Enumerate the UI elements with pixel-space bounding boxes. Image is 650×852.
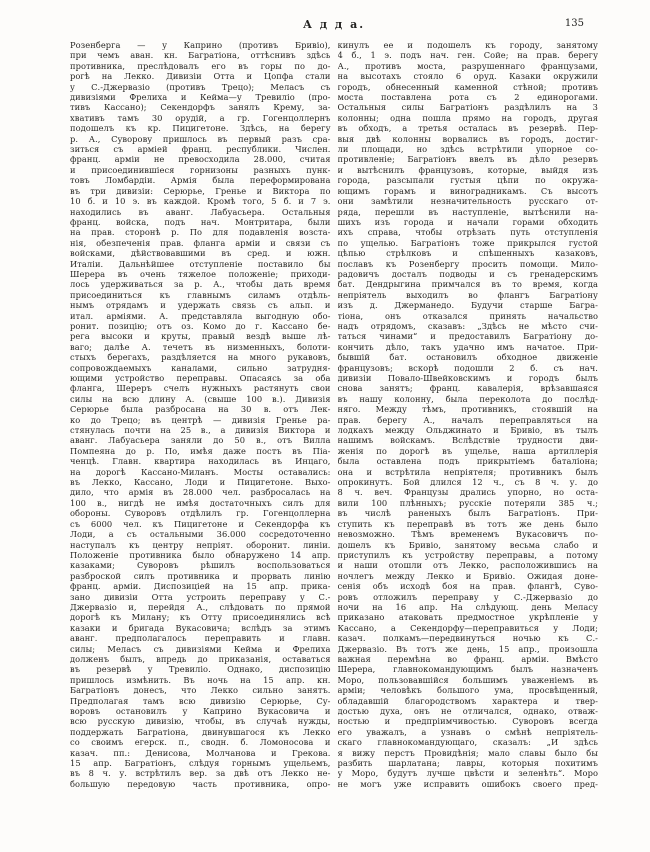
text-line: стянулась почти на 25 в., а дивизія Виктора и <box>70 425 331 436</box>
text-line: Италіи. Дальнѣйшее отступленіе поставило бы <box>70 258 331 269</box>
text-line: присоединиться къ главнымъ силамъ отдѣль- <box>70 289 331 300</box>
text-line: арміи; человѣкъ большого ума, просвѣщенный, <box>337 685 598 696</box>
text-line: была оставлена подъ прикрытіемъ баталіона; <box>337 456 598 467</box>
text-line: р. А., Суворову пришлось въ первый разъ сра- <box>70 133 331 144</box>
text-line: казаки и бригада Вукасовича; вслѣдъ за этимъ <box>70 622 331 633</box>
text-line: Остальныя силы Багратіонъ раздѣлилъ на 3 <box>337 102 598 113</box>
text-line: приступилъ къ устройству переправы, а потому <box>337 549 598 560</box>
text-line: зано дивизіи Отта устроить переправу у С.- <box>70 591 331 602</box>
text-line: аванг. предполагалось переправить и главн. <box>70 633 331 644</box>
text-line: противника, преслѣдовалъ его въ горы по до- <box>70 60 331 71</box>
text-line: прав. берегу А., началъ переправляться на <box>337 414 598 425</box>
text-line: при чемъ аван. кн. Багратіона, оттѣснивъ здѣсь <box>70 50 331 61</box>
text-line: французовъ; вскорѣ подошли 2 б. съ нач. <box>337 362 598 373</box>
text-line: на прав. сторонѣ р. По для подавленія возста- <box>70 227 331 238</box>
text-line: ряда, перешли въ наступленіе, вытѣснили на- <box>337 206 598 217</box>
text-line: разброской силъ противника и прорвать линію <box>70 570 331 581</box>
text-line: женія по дорогѣ въ ущелье, наша артиллерія <box>337 445 598 456</box>
text-line: нія, обезпеченія прав. фланга арміи и связи съ <box>70 237 331 248</box>
right-column <box>338 40 599 852</box>
text-line: А., противъ моста, разрушеннаго французами, <box>337 60 598 71</box>
text-line: няго. Между тѣмъ, противникъ, стоявшій на <box>337 404 598 415</box>
text-line: силы; Меласъ съ дивизіями Кейма и Фрелиха <box>70 643 331 654</box>
text-line: тіона, онъ отказался принять начальство <box>337 310 598 321</box>
text-line: ночи на 16 апр. На слѣдующ. день Меласу <box>337 601 598 612</box>
text-line: и вытѣснилъ французовъ, которые, выйдя изъ <box>337 164 598 175</box>
text-line: ностью и предпріимчивостью. Суворовъ всегда <box>337 716 598 727</box>
text-line: дивизіи Повало-Швейковскимъ и городъ былъ <box>337 373 598 383</box>
text-line: ихъ справа, чтобы отрѣзать путь отступленія <box>337 227 598 238</box>
text-line: рогѣ на Лекко. Дивизіи Отта и Цопфа стали <box>70 71 331 82</box>
text-line: не могъ уже исправить ошибокъ своего пред- <box>337 778 598 789</box>
text-line: его уважалъ, а узнавъ о смѣнѣ непріятель- <box>337 726 598 737</box>
text-line: бывшій бат. остановилъ обходное движеніе <box>337 352 598 363</box>
text-line: ющимъ горамъ и виноградникамъ. Съ высотъ <box>337 185 598 196</box>
text-line: въ три дивизіи: Серюрье, Гренье и Виктора по <box>70 185 331 196</box>
text-line: Положеніе противника было обнаружено 14 апр. <box>70 549 331 560</box>
text-line: ко до Трецо; въ центрѣ — дивизія Гренье ра- <box>70 414 331 425</box>
text-line: кинулъ ее и подошелъ къ городу, занятому <box>337 40 598 50</box>
text-line: она и встрѣтила непріятеля; противникъ былъ <box>337 466 598 477</box>
text-line: ющими устройство переправы. Опасаясь за оба <box>70 373 331 383</box>
text-line: у Моро, будутъ лучше цвѣсти и зеленѣть“. Моро <box>337 768 598 779</box>
text-line: тивъ Кассано); Секендорфъ занялъ Крему, за- <box>70 102 331 113</box>
text-line: невозможно. Тѣмъ временемъ Вукасовичъ по- <box>337 529 598 540</box>
text-line: приказано атаковать предмостное укрѣпленіе у <box>337 612 598 623</box>
text-line: Шерера, главнокомандующимъ былъ назначенъ <box>337 664 598 675</box>
text-line: пославъ къ Розенбергу просить помощи. Мило- <box>337 258 598 269</box>
text-line: обороны. Суворовъ отдѣлилъ гр. Гогенцоллерна <box>70 508 331 519</box>
text-line: франц. арміи. Диспозиціей на 15 апр. прика- <box>70 581 331 592</box>
text-line: казач. полкамъ—передвинуться ночью къ С.- <box>337 633 598 644</box>
text-line: по ущелью. Багратіонъ тоже прикрылся густой <box>337 237 598 248</box>
text-line: лось удерживаться за р. А., чтобы дать время <box>70 279 331 290</box>
text-line: всю русскую дивизію, чтобы, въ случаѣ нужды, <box>70 716 331 727</box>
text-line: скаго главнокомандующаго, сказалъ: „И здѣсь <box>337 737 598 748</box>
text-line: зиться съ арміей франц. республики. Числен. <box>70 144 331 155</box>
text-line: франц. арміи не превосходила 28.000, считая <box>70 154 331 165</box>
text-line: воровъ остановилъ у Каприно Вукасовича и <box>70 706 331 716</box>
text-line: снова занятъ; франц. кавалерія, врѣзавшаяся <box>337 383 598 394</box>
text-line: я вижу перстъ Провидѣнія; мало славы было бы <box>337 747 598 758</box>
text-line: Шерера въ очень тяжелое положеніе; приходи- <box>70 268 331 279</box>
text-line: Моро, пользовавшійся большимъ уваженіемъ въ <box>337 674 598 685</box>
text-line: цѣпью стрѣлковъ и спѣшенныхъ казаковъ, <box>337 248 598 259</box>
text-line: кончить дѣло, такъ удачно имъ начатое. При- <box>337 341 598 352</box>
text-line: лодкахъ между Ольджинато и Бривіо, въ тылъ <box>337 425 598 436</box>
text-line: франц. войска, подъ нач. Монтритара, были <box>70 216 331 227</box>
text-line: ровъ отложилъ переправу у С.-Джервазіо до <box>337 591 598 602</box>
text-line: въ Лекко, Кассано, Лоди и Пицигетоне. Выхо- <box>70 477 331 488</box>
text-line: изъ д. Джерманедо. Будучи старше Багра- <box>337 300 598 311</box>
text-line: ступить къ переправѣ въ тотъ же день было <box>337 518 598 529</box>
text-line: вили 100 плѣнныхъ; русскіе потеряли 385 ч.; <box>337 497 598 508</box>
text-line: казач. пп.: Денисова, Молчанова и Грекова. <box>70 747 331 758</box>
text-line: шихъ изъ города и начали горами обходить <box>337 216 598 227</box>
text-line: моста поставлена рота съ 2 единорогами. <box>337 92 598 103</box>
text-line: сенія объ исходѣ боя на прав. флангѣ, Суво- <box>337 581 598 592</box>
text-line: хвативъ тамъ 30 орудій, а гр. Гогенцоллернъ <box>70 112 331 123</box>
text-line: казаками; Суворовъ рѣшилъ воспользоваться <box>70 560 331 571</box>
text-line: 4 б., 1 э. подъ нач. ген. Сойе; на прав. берегу <box>337 50 598 61</box>
text-line: города, разсыпали густыя цѣпи по окружа- <box>337 175 598 186</box>
left-column <box>70 40 331 852</box>
page-header <box>70 18 598 34</box>
text-line: они замѣтили незначительность русскаго от- <box>337 196 598 207</box>
text-line: городъ, обнесенный каменной стѣной; противъ <box>337 81 598 92</box>
text-line: бат. Дендрыгина примчался въ то время, когда <box>337 279 598 290</box>
text-line: въ 8 ч. у. встрѣтилъ вер. за двѣ отъ Лекко не- <box>70 768 331 779</box>
text-line: и наши отошли отъ Лекко, расположившись на <box>337 560 598 571</box>
text-line: находились въ аванг. Лабуасьера. Остальныя <box>70 206 331 217</box>
text-line: въ числѣ раненыхъ былъ Багратіонъ. При- <box>337 508 598 519</box>
text-line: дорогѣ къ Милану; къ Отту присоединялись всѣ <box>70 612 331 623</box>
text-line: рега высоки и круты, правый вездѣ выше лѣ- <box>70 331 331 342</box>
text-line: Предполагая тамъ всю дивизію Серюрье, Су- <box>70 695 331 706</box>
text-line: радовичъ досталъ подводы и съ гренадерскимъ <box>337 268 598 279</box>
text-line: дивизіями Фрелиха и Кейма—у Тревиліо (про- <box>70 92 331 103</box>
text-line: обладавшій благородствомъ характера и твер- <box>337 695 598 706</box>
text-line: Багратіонъ донесъ, что Лекко сильно занятъ. <box>70 685 331 696</box>
text-line: Джервазіо и, перейдя А., слѣдовать по прямой <box>70 601 331 612</box>
text-line: войсками, дѣйствовавшими въ сред. и южн. <box>70 248 331 259</box>
page-number: 135 <box>564 18 584 29</box>
text-line: дило, что армія въ 28.000 чел. разбросалась на <box>70 487 331 498</box>
text-line: ночлегъ между Лекко и Бривіо. Ожидая доне- <box>337 570 598 581</box>
text-line: Помпеяна до р. По, имѣя даже постъ въ Піа- <box>70 445 331 456</box>
text-line: Серюрье была разбросана на 30 в. отъ Лек- <box>70 404 331 415</box>
text-line: 100 в., нигдѣ не имѣя достаточныхъ силъ для <box>70 497 331 508</box>
text-line: со своимъ егерск. п., сводн. б. Ломоносова и <box>70 737 331 748</box>
text-line: важная перемѣна во франц. арміи. Вмѣсто <box>337 653 598 664</box>
text-line: въ нашу колонну, была переколота до послѣд- <box>337 393 598 404</box>
text-line: у С.-Джервазіо (противъ Трецо); Меласъ съ <box>70 81 331 92</box>
text-line: на дорогѣ Кассано-Миланъ. Мосты оставались: <box>70 466 331 477</box>
text-line: долженъ былъ, впредь до приказанія, оставаться <box>70 653 331 664</box>
text-line: достью духа, онъ не отличался, однако, отваж- <box>337 706 598 716</box>
text-line: поддержать Багратіона, двинувшагося къ Лекко <box>70 726 331 737</box>
text-line: опрокинутъ. Бой длился 12 ч., съ 8 ч. у. до <box>337 477 598 488</box>
text-line: подошелъ къ кр. Пицигетоне. Здѣсь, на берегу <box>70 123 331 134</box>
text-line: силы на всю длину А. (свыше 100 в.). Дивизія <box>70 393 331 404</box>
text-line: стыхъ берегахъ, раздѣляется на много рукавовъ, <box>70 352 331 363</box>
text-line: большую передовую часть противника, опро- <box>70 778 331 789</box>
text-line: дошелъ къ Бривіо, занятому весьма слабо и <box>337 539 598 550</box>
text-line: итал. арміями. А. представляла выгодную обо- <box>70 310 331 321</box>
text-line: разбить шарлатана; лавры, которыя похитимъ <box>337 758 598 769</box>
running-title: А д д а. <box>302 18 366 31</box>
text-line: ронит. позицію; отъ оз. Комо до г. Кассано бе- <box>70 320 331 331</box>
text-line: выя двѣ колонны ворвались въ городъ, достиг- <box>337 133 598 144</box>
text-line: непріятель выходилъ во флангъ Багратіону <box>337 289 598 300</box>
text-line: ваго; далѣе А. течетъ въ низменныхъ, болоти- <box>70 341 331 352</box>
text-line: Джервазіо. Въ тотъ же день, 15 апр., произошла <box>337 643 598 654</box>
text-line: таться чинами“ и предоставилъ Багратіону до- <box>337 331 598 342</box>
text-line: нымъ отрядамъ и удержать связь съ альп. и <box>70 300 331 311</box>
text-line: Лоди, а съ остальными 36.000 сосредоточенно <box>70 529 331 540</box>
text-line: фланга, Шереръ счелъ нужныхъ растянуть свои <box>70 383 331 394</box>
text-line: колонны; одна пошла прямо на городъ, другая <box>337 112 598 123</box>
text-line: и присоединившіеся горнизоны разныхъ пунк- <box>70 164 331 175</box>
text-line: съ 6000 чел. къ Пицигетоне и Секендорфа къ <box>70 518 331 529</box>
text-line: наступалъ къ центру непріят. оборонит. линіи. <box>70 539 331 550</box>
text-line: товъ Ломбардіи. Армія была переформирована <box>70 175 331 186</box>
text-line: аванг. Лабуасьера заняли до 50 в., отъ Вилла <box>70 435 331 446</box>
text-line: ли площади, но здѣсь встрѣтили упорное со- <box>337 144 598 155</box>
text-line: въ обходъ, а третья осталась въ резервѣ. Пер- <box>337 123 598 134</box>
text-line: 15 апр. Багратіонъ, слѣдуя горнымъ ущельемъ, <box>70 758 331 769</box>
text-line: сопровождаемыхъ каналами, сильно затрудня- <box>70 362 331 373</box>
text-line: ченцѣ. Главн. квартира находилась въ Инцаго, <box>70 456 331 467</box>
text-line: 10 б. и 10 э. въ каждой. Кромѣ того, 5 б. и 7 э. <box>70 196 331 207</box>
text-line: надъ отрядомъ, сказавъ: „Здѣсь не мѣсто счи- <box>337 320 598 331</box>
text-line: въ резервѣ у Тревиліо. Однако, диспозицію <box>70 664 331 675</box>
text-line: на высотахъ стояло 6 оруд. Казаки окружили <box>337 71 598 82</box>
text-line: противленіе; Багратіонъ ввелъ въ дѣло резервъ <box>337 154 598 165</box>
text-line: Розенберга — у Каприно (противъ Бривіо), <box>70 40 331 50</box>
text-line: нашимъ войскамъ. Вслѣдствіе трудности дви- <box>337 435 598 446</box>
text-line: 8 ч. веч. Французы дрались упорно, но оста- <box>337 487 598 498</box>
text-line: пришлось измѣнить. Въ ночь на 15 апр. кн. <box>70 674 331 685</box>
text-columns <box>70 40 598 852</box>
text-line: Кассано, а Секендорфу—переправиться у Лоди; <box>337 622 598 633</box>
